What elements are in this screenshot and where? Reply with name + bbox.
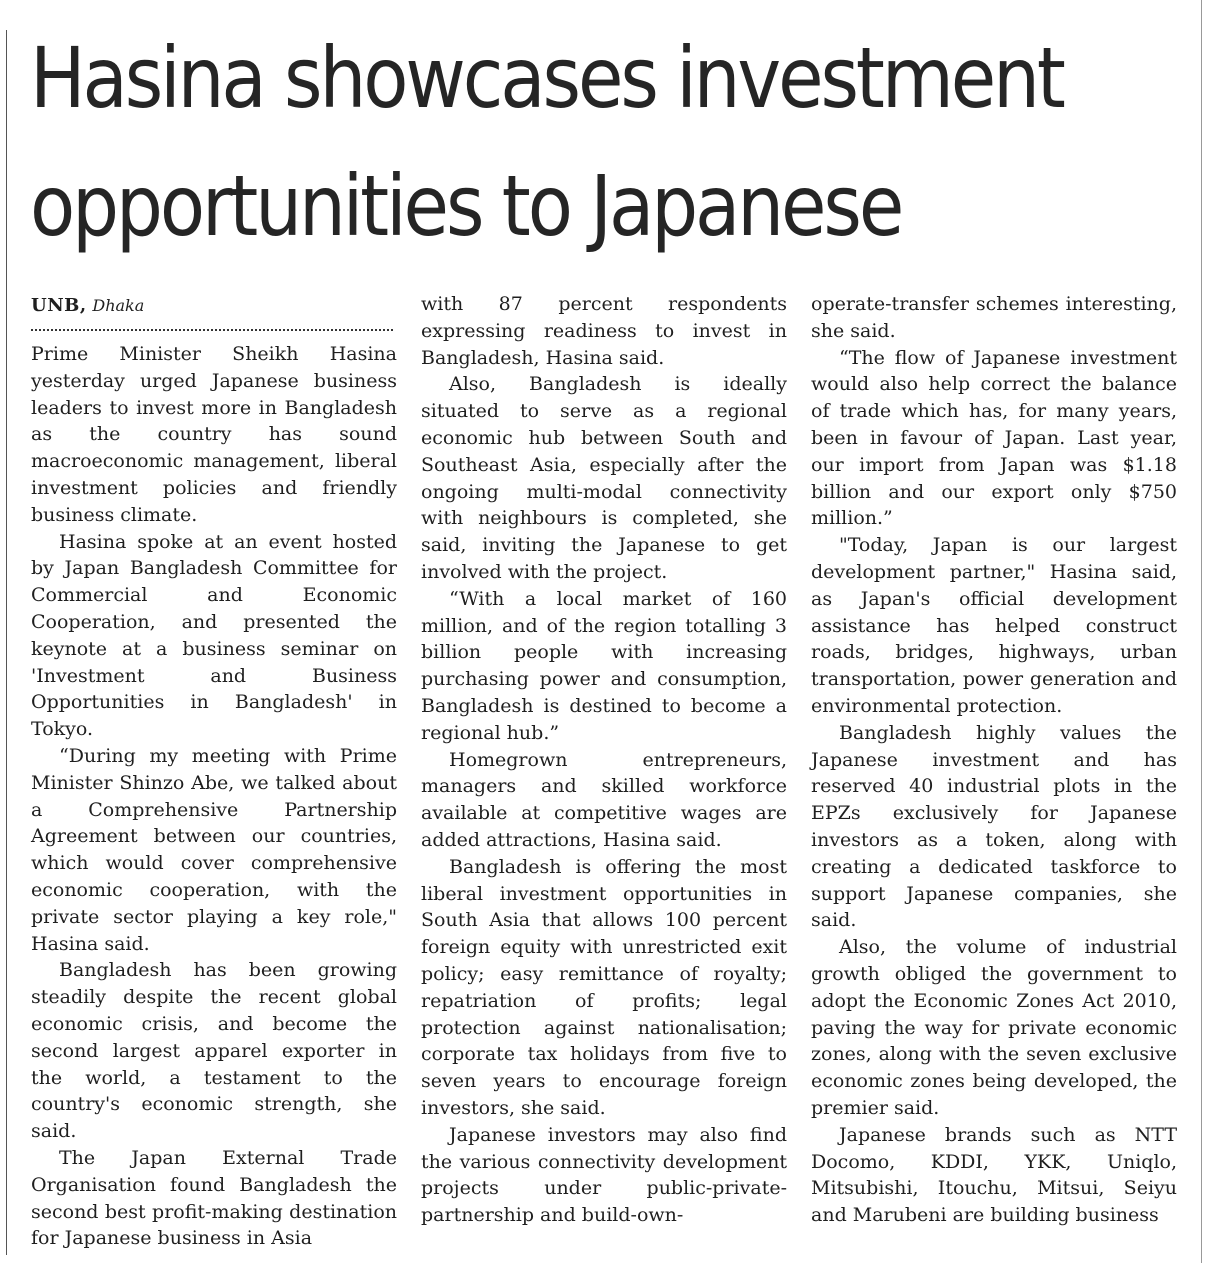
paragraph: Bangladesh highly values the Japanese investment and has reserved 40 industrial plots in the EPZs exclusively for Japanese investors as a token, along with creating a dedicated taskforce to support Japanese companies, she said. (811, 721, 1177, 932)
article-column-2 (421, 291, 787, 1229)
paragraph: "Today, Japan is our largest development partner," Hasina said, as Japan's official development assistance has helped construct roads, bridges, highways, urban transportation, power generation and environmental protection. (811, 534, 1177, 717)
article-column-1 (31, 291, 397, 1252)
paragraph: operate-transfer schemes interesting, she said. (811, 293, 1177, 342)
paragraph: Hasina spoke at an event hosted by Japan Bangladesh Committee for Commercial and Economic Cooperation, and presented the keynote at a business seminar on 'Investment and Business Opportunities in Bangladesh' in Tokyo. (31, 530, 397, 741)
paragraph: “With a local market of 160 million, and of the region totalling 3 billion people with increasing purchasing power and consumption, Bangladesh is destined to become a regional hub.” (421, 587, 787, 744)
paragraph: Also, the volume of industrial growth obliged the government to adopt the Economic Zones Act 2010, paving the way for private economic zones, along with the seven exclusive economic zones being developed, the premier said. (811, 936, 1177, 1119)
paragraph: The Japan External Trade Organisation found Bangladesh the second best profit-making destination for Japanese business in Asia (31, 1146, 397, 1250)
headline-line-2: opportunities to Japanese (30, 157, 902, 255)
paragraph: “During my meeting with Prime Minister Shinzo Abe, we talked about a Comprehensive Partnership Agreement between our countries, which would cover comprehensive economic cooperation, with the private sector playing a key role," Hasina said. (31, 744, 397, 955)
paragraph: Homegrown entrepreneurs, managers and skilled workforce available at competitive wages are added attractions, Hasina said. (421, 748, 787, 851)
byline (31, 291, 397, 321)
byline-city: Dhaka (92, 296, 145, 315)
paragraph: with 87 percent respondents expressing readiness to invest in Bangladesh, Hasina said. (421, 293, 787, 369)
column-rule-right (1201, 0, 1202, 1263)
paragraph: Bangladesh has been growing steadily despite the recent global economic crisis, and become the second largest apparel exporter in the world, a testament to the country's economic strength, she said. (31, 959, 397, 1143)
byline-agency: UNB, (31, 295, 87, 316)
paragraph: Also, Bangladesh is ideally situated to serve as a regional economic hub between South and Southeast Asia, especially after the ongoing multi-modal connectivity with neighbours is completed, she said, inviting the Japanese to get involved with the project. (421, 373, 787, 583)
headline-line-1: Hasina showcases investment (30, 29, 1063, 127)
paragraph: Prime Minister Sheikh Hasina yesterday urged Japanese business leaders to invest more in Bangladesh as the country has sound macroeconomic management, liberal investment policies and friendly business climate. (31, 343, 397, 526)
paragraph: Bangladesh is offering the most liberal investment opportunities in South Asia that allows 100 percent foreign equity with unrestricted exit policy; easy remittance of royalty; repatriation of profits; legal protection against nationalisation; corporate tax holidays from five to seven years to encourage foreign investors, she said. (421, 855, 787, 1119)
headline (30, 14, 1063, 270)
article-column-3 (811, 291, 1177, 1229)
byline-divider (31, 329, 393, 331)
paragraph: Japanese brands such as NTT Docomo, KDDI, YKK, Uniqlo, Mitsubishi, Itouchu, Mitsui, Seiyu and Marubeni are building business (811, 1123, 1177, 1227)
column-rule-left (6, 30, 7, 1255)
paragraph: “The flow of Japanese investment would also help correct the balance of trade which has, for many years, been in favour of Japan. Last year, our import from Japan was $1.18 billion and our export only $750 million.” (811, 346, 1177, 530)
paragraph: Japanese investors may also find the various connectivity development projects under public-private-partnership and build-own- (421, 1123, 787, 1227)
